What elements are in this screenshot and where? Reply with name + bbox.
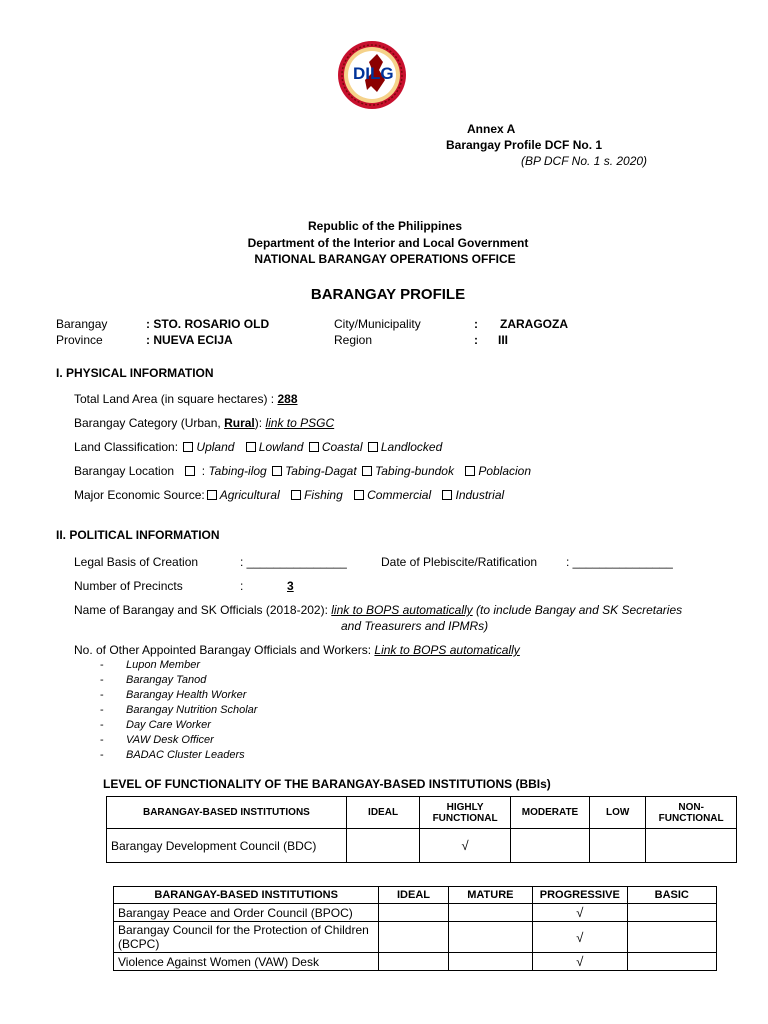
col-header-institutions: BARANGAY-BASED INSTITUTIONS (107, 797, 347, 829)
cell-basic[interactable] (627, 904, 716, 922)
col-header-ideal: IDEAL (379, 887, 448, 904)
checkbox-industrial[interactable] (442, 490, 452, 500)
checkbox-fishing[interactable] (291, 490, 301, 500)
category-selected: Rural (224, 416, 255, 430)
officials-row (74, 603, 682, 617)
list-dash: - (100, 734, 104, 746)
table-row (114, 922, 717, 953)
checkbox-upland[interactable] (183, 442, 193, 452)
cell-progressive[interactable]: √ (533, 953, 627, 971)
econ-row (74, 488, 504, 502)
cell-progressive[interactable]: √ (533, 904, 627, 922)
appointed-label: No. of Other Appointed Barangay Officials and Workers: (74, 643, 372, 657)
table-header-row (107, 797, 737, 829)
barangay-label: Barangay (56, 317, 108, 331)
cell-institution: Barangay Council for the Protection of Children (BCPC) (114, 922, 379, 953)
category-label: Barangay Category (Urban, (74, 416, 221, 430)
land-area-value: 288 (277, 392, 298, 406)
list-item: Barangay Tanod (126, 674, 207, 686)
city-value: ZARAGOZA (500, 317, 568, 331)
list-item: Barangay Health Worker (126, 689, 247, 701)
page-title: BARANGAY PROFILE (310, 286, 466, 303)
cell-low[interactable] (590, 829, 646, 863)
list-dash: - (100, 704, 104, 716)
city-colon: : (474, 317, 478, 331)
table-header-row (114, 887, 717, 904)
col-header-low: LOW (590, 797, 646, 829)
option-upland: Upland (196, 440, 235, 454)
agency-line3: NATIONAL BARANGAY OPERATIONS OFFICE (254, 252, 516, 266)
appointed-link[interactable]: Link to BOPS automatically (374, 643, 520, 657)
option-lowland: Lowland (258, 440, 304, 454)
list-item: Lupon Member (126, 659, 200, 671)
cell-ideal[interactable] (379, 953, 448, 971)
option-poblacion: Poblacion (478, 464, 532, 478)
cell-ideal[interactable] (379, 904, 448, 922)
province-label: Province (56, 333, 103, 347)
region-colon: : (474, 333, 478, 347)
col-header-non-functional: NON-FUNCTIONAL (646, 797, 737, 829)
list-item: BADAC Cluster Leaders (126, 749, 245, 761)
precincts-value: 3 (287, 579, 294, 593)
officials-label: Name of Barangay and SK Officials (2018-202): (74, 603, 328, 617)
officials-note-2: and Treasurers and IPMRs) (341, 619, 489, 633)
officials-note-1: (to include Bangay and SK Secretaries (476, 603, 683, 617)
option-tabing-dagat: Tabing-Dagat (285, 464, 357, 478)
list-dash: - (100, 749, 104, 761)
cell-basic[interactable] (627, 953, 716, 971)
option-tabing-ilog: Tabing-ilog (208, 464, 267, 478)
cell-mature[interactable] (448, 953, 532, 971)
cell-institution: Barangay Peace and Order Council (BPOC) (114, 904, 379, 922)
logo-text: DILG (353, 64, 394, 83)
barangay-value: : STO. ROSARIO OLD (146, 317, 270, 331)
checkbox-landlocked[interactable] (368, 442, 378, 452)
checkbox-agricultural[interactable] (207, 490, 217, 500)
appointed-row (74, 643, 520, 657)
option-agricultural: Agricultural (219, 488, 280, 502)
list-dash: - (100, 659, 104, 671)
location-label: Barangay Location (74, 464, 175, 478)
list-item: Barangay Nutrition Scholar (126, 704, 258, 716)
land-class-label: Land Classification: (74, 440, 179, 454)
cell-highly-functional[interactable]: √ (420, 829, 511, 863)
list-item: Day Care Worker (126, 719, 211, 731)
checkbox-tabing-dagat[interactable] (272, 466, 282, 476)
plebiscite-label: Date of Plebiscite/Ratification (381, 555, 538, 569)
option-coastal: Coastal (321, 440, 363, 454)
econ-label: Major Economic Source: (74, 488, 205, 502)
option-fishing: Fishing (304, 488, 343, 502)
checkbox-location[interactable] (185, 466, 195, 476)
location-row (74, 464, 531, 478)
checkbox-commercial[interactable] (354, 490, 364, 500)
option-tabing-bundok: Tabing-bundok (375, 464, 454, 478)
table-row (107, 829, 737, 863)
region-label: Region (334, 333, 373, 347)
precincts-colon: : (240, 579, 244, 593)
cell-non-functional[interactable] (646, 829, 737, 863)
agency-line2: Department of the Interior and Local Government (247, 236, 529, 250)
cell-institution: Barangay Development Council (BDC) (107, 829, 347, 863)
col-header-moderate: MODERATE (510, 797, 589, 829)
col-header-mature: MATURE (448, 887, 532, 904)
col-header-progressive: PROGRESSIVE (533, 887, 627, 904)
option-industrial: Industrial (455, 488, 505, 502)
category-row (74, 416, 334, 430)
functionality-heading: LEVEL OF FUNCTIONALITY OF THE BARANGAY-BASED INSTITUTIONS (BBIs) (103, 777, 551, 791)
land-class-row (74, 440, 442, 454)
list-dash: - (100, 719, 104, 731)
annex-label: Annex A (467, 122, 516, 136)
category-link[interactable]: link to PSGC (265, 416, 335, 430)
cell-moderate[interactable] (510, 829, 589, 863)
land-area-row (74, 392, 298, 406)
profile-number: Barangay Profile DCF No. 1 (446, 138, 603, 152)
checkbox-coastal[interactable] (309, 442, 319, 452)
legal-basis-label: Legal Basis of Creation (74, 555, 199, 569)
political-heading: II. POLITICAL INFORMATION (56, 528, 220, 542)
table-row (114, 904, 717, 922)
plebiscite-value[interactable]: : _______________ (566, 555, 673, 569)
province-value: : NUEVA ECIJA (146, 333, 233, 347)
cell-ideal[interactable] (346, 829, 419, 863)
table-row (114, 953, 717, 971)
col-header-highly-functional: HIGHLY FUNCTIONAL (420, 797, 511, 829)
cell-basic[interactable] (627, 922, 716, 953)
bbi-table-1 (106, 796, 737, 863)
dilg-seal-logo (337, 40, 407, 110)
precincts-label: Number of Precincts (74, 579, 183, 593)
land-area-label: Total Land Area (in square hectares) : (74, 392, 275, 406)
checkbox-lowland[interactable] (246, 442, 256, 452)
option-commercial: Commercial (367, 488, 432, 502)
region-value: III (498, 333, 509, 347)
col-header-ideal: IDEAL (346, 797, 419, 829)
list-dash: - (100, 689, 104, 701)
checkbox-poblacion[interactable] (465, 466, 475, 476)
cell-progressive[interactable]: √ (533, 922, 627, 953)
physical-heading: I. PHYSICAL INFORMATION (56, 366, 214, 380)
cell-mature[interactable] (448, 904, 532, 922)
cell-institution: Violence Against Women (VAW) Desk (114, 953, 379, 971)
location-colon: : (201, 464, 206, 478)
officials-link[interactable]: link to BOPS automatically (331, 603, 473, 617)
list-item: VAW Desk Officer (126, 734, 214, 746)
checkbox-tabing-bundok[interactable] (362, 466, 372, 476)
list-dash: - (100, 674, 104, 686)
legal-basis-value[interactable]: : _______________ (240, 555, 347, 569)
agency-line1: Republic of the Philippines (307, 219, 462, 233)
city-label: City/Municipality (334, 317, 421, 331)
col-header-institutions: BARANGAY-BASED INSTITUTIONS (114, 887, 379, 904)
option-landlocked: Landlocked (380, 440, 443, 454)
cell-mature[interactable] (448, 922, 532, 953)
col-header-basic: BASIC (627, 887, 716, 904)
bbi-table-2 (113, 886, 717, 971)
category-end: ): (254, 416, 263, 430)
cell-ideal[interactable] (379, 922, 448, 953)
profile-series: (BP DCF No. 1 s. 2020) (521, 154, 648, 168)
